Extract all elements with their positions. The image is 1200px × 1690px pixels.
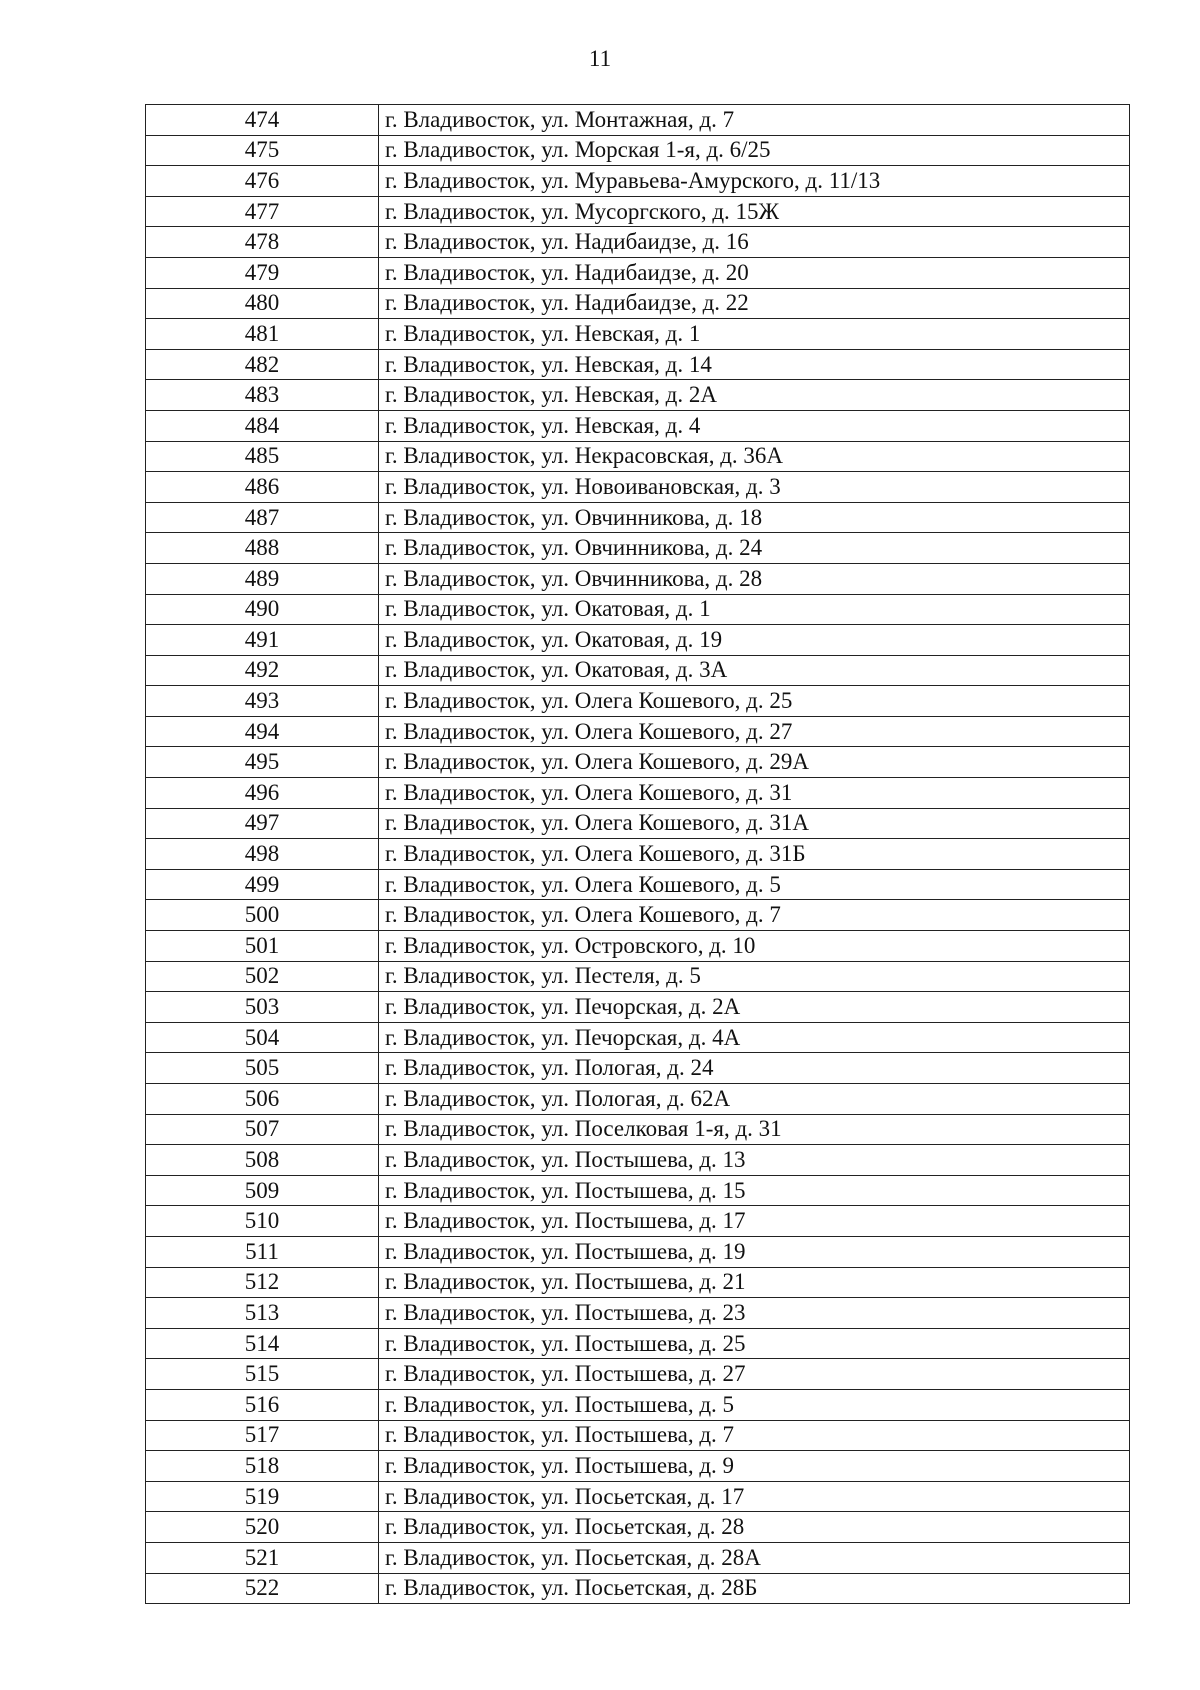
address-cell: г. Владивосток, ул. Посьетская, д. 17 [379, 1481, 1130, 1512]
address-cell: г. Владивосток, ул. Постышева, д. 9 [379, 1451, 1130, 1482]
table-row [146, 1114, 1130, 1145]
row-number-cell: 489 [146, 563, 379, 594]
table-row [146, 992, 1130, 1023]
address-cell: г. Владивосток, ул. Поселковая 1-я, д. 31 [379, 1114, 1130, 1145]
address-cell: г. Владивосток, ул. Постышева, д. 25 [379, 1328, 1130, 1359]
row-number-cell: 511 [146, 1236, 379, 1267]
address-cell: г. Владивосток, ул. Печорская, д. 4А [379, 1022, 1130, 1053]
table-row [146, 1451, 1130, 1482]
table-row [146, 441, 1130, 472]
table-row [146, 625, 1130, 656]
address-cell: г. Владивосток, ул. Муравьева-Амурского, д. 11/13 [379, 166, 1130, 197]
table-row [146, 1236, 1130, 1267]
table-row [146, 166, 1130, 197]
row-number-cell: 508 [146, 1145, 379, 1176]
row-number-cell: 490 [146, 594, 379, 625]
row-number-cell: 501 [146, 931, 379, 962]
row-number-cell: 504 [146, 1022, 379, 1053]
row-number-cell: 491 [146, 625, 379, 656]
address-cell: г. Владивосток, ул. Овчинникова, д. 28 [379, 563, 1130, 594]
table-row [146, 1481, 1130, 1512]
row-number-cell: 476 [146, 166, 379, 197]
address-cell: г. Владивосток, ул. Постышева, д. 13 [379, 1145, 1130, 1176]
row-number-cell: 518 [146, 1451, 379, 1482]
address-cell: г. Владивосток, ул. Овчинникова, д. 18 [379, 502, 1130, 533]
address-cell: г. Владивосток, ул. Пологая, д. 62А [379, 1084, 1130, 1115]
row-number-cell: 484 [146, 410, 379, 441]
page-number: 11 [588, 46, 612, 71]
address-cell: г. Владивосток, ул. Постышева, д. 15 [379, 1175, 1130, 1206]
address-cell: г. Владивосток, ул. Пестеля, д. 5 [379, 961, 1130, 992]
address-cell: г. Владивосток, ул. Овчинникова, д. 24 [379, 533, 1130, 564]
address-cell: г. Владивосток, ул. Невская, д. 2А [379, 380, 1130, 411]
table-row [146, 594, 1130, 625]
row-number-cell: 495 [146, 747, 379, 778]
row-number-cell: 488 [146, 533, 379, 564]
address-cell: г. Владивосток, ул. Островского, д. 10 [379, 931, 1130, 962]
address-table [145, 104, 1130, 1604]
row-number-cell: 513 [146, 1298, 379, 1329]
row-number-cell: 506 [146, 1084, 379, 1115]
row-number-cell: 497 [146, 808, 379, 839]
address-cell: г. Владивосток, ул. Невская, д. 14 [379, 349, 1130, 380]
table-row [146, 1512, 1130, 1543]
address-cell: г. Владивосток, ул. Мусоргского, д. 15Ж [379, 196, 1130, 227]
address-cell: г. Владивосток, ул. Постышева, д. 5 [379, 1389, 1130, 1420]
address-cell: г. Владивосток, ул. Надибаидзе, д. 20 [379, 257, 1130, 288]
address-cell: г. Владивосток, ул. Олега Кошевого, д. 31А [379, 808, 1130, 839]
row-number-cell: 507 [146, 1114, 379, 1145]
address-cell: г. Владивосток, ул. Олега Кошевого, д. 29А [379, 747, 1130, 778]
address-cell: г. Владивосток, ул. Посьетская, д. 28 [379, 1512, 1130, 1543]
table-row [146, 655, 1130, 686]
address-cell: г. Владивосток, ул. Некрасовская, д. 36А [379, 441, 1130, 472]
row-number-cell: 486 [146, 472, 379, 503]
row-number-cell: 519 [146, 1481, 379, 1512]
table-row [146, 1022, 1130, 1053]
table-row [146, 1542, 1130, 1573]
row-number-cell: 512 [146, 1267, 379, 1298]
row-number-cell: 494 [146, 716, 379, 747]
address-cell: г. Владивосток, ул. Надибаидзе, д. 22 [379, 288, 1130, 319]
address-cell: г. Владивосток, ул. Окатовая, д. 19 [379, 625, 1130, 656]
table-row [146, 319, 1130, 350]
table-row [146, 1573, 1130, 1604]
table-row [146, 1420, 1130, 1451]
table-row [146, 1206, 1130, 1237]
row-number-cell: 498 [146, 839, 379, 870]
table-row [146, 1175, 1130, 1206]
row-number-cell: 474 [146, 105, 379, 136]
row-number-cell: 515 [146, 1359, 379, 1390]
address-cell: г. Владивосток, ул. Постышева, д. 7 [379, 1420, 1130, 1451]
address-cell: г. Владивосток, ул. Надибаидзе, д. 16 [379, 227, 1130, 258]
table-row [146, 1359, 1130, 1390]
row-number-cell: 514 [146, 1328, 379, 1359]
row-number-cell: 502 [146, 961, 379, 992]
table-row [146, 1267, 1130, 1298]
address-cell: г. Владивосток, ул. Олега Кошевого, д. 25 [379, 686, 1130, 717]
address-cell: г. Владивосток, ул. Олега Кошевого, д. 31 [379, 778, 1130, 809]
table-row [146, 257, 1130, 288]
address-cell: г. Владивосток, ул. Посьетская, д. 28Б [379, 1573, 1130, 1604]
table-row [146, 808, 1130, 839]
address-cell: г. Владивосток, ул. Посьетская, д. 28А [379, 1542, 1130, 1573]
row-number-cell: 517 [146, 1420, 379, 1451]
table-row [146, 961, 1130, 992]
row-number-cell: 500 [146, 900, 379, 931]
table-row [146, 747, 1130, 778]
table-row [146, 716, 1130, 747]
table-row [146, 931, 1130, 962]
table-row [146, 196, 1130, 227]
table-row [146, 135, 1130, 166]
table-row [146, 839, 1130, 870]
address-cell: г. Владивосток, ул. Олега Кошевого, д. 27 [379, 716, 1130, 747]
row-number-cell: 492 [146, 655, 379, 686]
row-number-cell: 496 [146, 778, 379, 809]
address-cell: г. Владивосток, ул. Печорская, д. 2А [379, 992, 1130, 1023]
address-cell: г. Владивосток, ул. Новоивановская, д. 3 [379, 472, 1130, 503]
table-row [146, 288, 1130, 319]
table-row [146, 1053, 1130, 1084]
table-row [146, 105, 1130, 136]
table-row [146, 1084, 1130, 1115]
table-row [146, 227, 1130, 258]
address-cell: г. Владивосток, ул. Постышева, д. 17 [379, 1206, 1130, 1237]
row-number-cell: 503 [146, 992, 379, 1023]
row-number-cell: 480 [146, 288, 379, 319]
table-row [146, 380, 1130, 411]
row-number-cell: 509 [146, 1175, 379, 1206]
table-row [146, 778, 1130, 809]
row-number-cell: 481 [146, 319, 379, 350]
table-row [146, 1145, 1130, 1176]
row-number-cell: 493 [146, 686, 379, 717]
row-number-cell: 487 [146, 502, 379, 533]
table-row [146, 1389, 1130, 1420]
row-number-cell: 522 [146, 1573, 379, 1604]
table-body [146, 105, 1130, 1604]
row-number-cell: 479 [146, 257, 379, 288]
table-row [146, 686, 1130, 717]
table-row [146, 900, 1130, 931]
row-number-cell: 516 [146, 1389, 379, 1420]
address-cell: г. Владивосток, ул. Окатовая, д. 3А [379, 655, 1130, 686]
address-cell: г. Владивосток, ул. Невская, д. 4 [379, 410, 1130, 441]
table-row [146, 533, 1130, 564]
address-cell: г. Владивосток, ул. Олега Кошевого, д. 7 [379, 900, 1130, 931]
address-cell: г. Владивосток, ул. Постышева, д. 21 [379, 1267, 1130, 1298]
row-number-cell: 505 [146, 1053, 379, 1084]
table-row [146, 472, 1130, 503]
table-row [146, 563, 1130, 594]
address-cell: г. Владивосток, ул. Пологая, д. 24 [379, 1053, 1130, 1084]
address-cell: г. Владивосток, ул. Олега Кошевого, д. 31Б [379, 839, 1130, 870]
row-number-cell: 475 [146, 135, 379, 166]
row-number-cell: 510 [146, 1206, 379, 1237]
table-row [146, 349, 1130, 380]
table-row [146, 1298, 1130, 1329]
address-cell: г. Владивосток, ул. Постышева, д. 19 [379, 1236, 1130, 1267]
address-cell: г. Владивосток, ул. Окатовая, д. 1 [379, 594, 1130, 625]
row-number-cell: 482 [146, 349, 379, 380]
row-number-cell: 499 [146, 869, 379, 900]
address-cell: г. Владивосток, ул. Морская 1-я, д. 6/25 [379, 135, 1130, 166]
address-cell: г. Владивосток, ул. Постышева, д. 27 [379, 1359, 1130, 1390]
table-row [146, 1328, 1130, 1359]
row-number-cell: 521 [146, 1542, 379, 1573]
address-cell: г. Владивосток, ул. Постышева, д. 23 [379, 1298, 1130, 1329]
row-number-cell: 485 [146, 441, 379, 472]
address-cell: г. Владивосток, ул. Монтажная, д. 7 [379, 105, 1130, 136]
address-cell: г. Владивосток, ул. Олега Кошевого, д. 5 [379, 869, 1130, 900]
table-row [146, 502, 1130, 533]
row-number-cell: 477 [146, 196, 379, 227]
address-cell: г. Владивосток, ул. Невская, д. 1 [379, 319, 1130, 350]
row-number-cell: 478 [146, 227, 379, 258]
row-number-cell: 520 [146, 1512, 379, 1543]
table-row [146, 410, 1130, 441]
table-row [146, 869, 1130, 900]
row-number-cell: 483 [146, 380, 379, 411]
